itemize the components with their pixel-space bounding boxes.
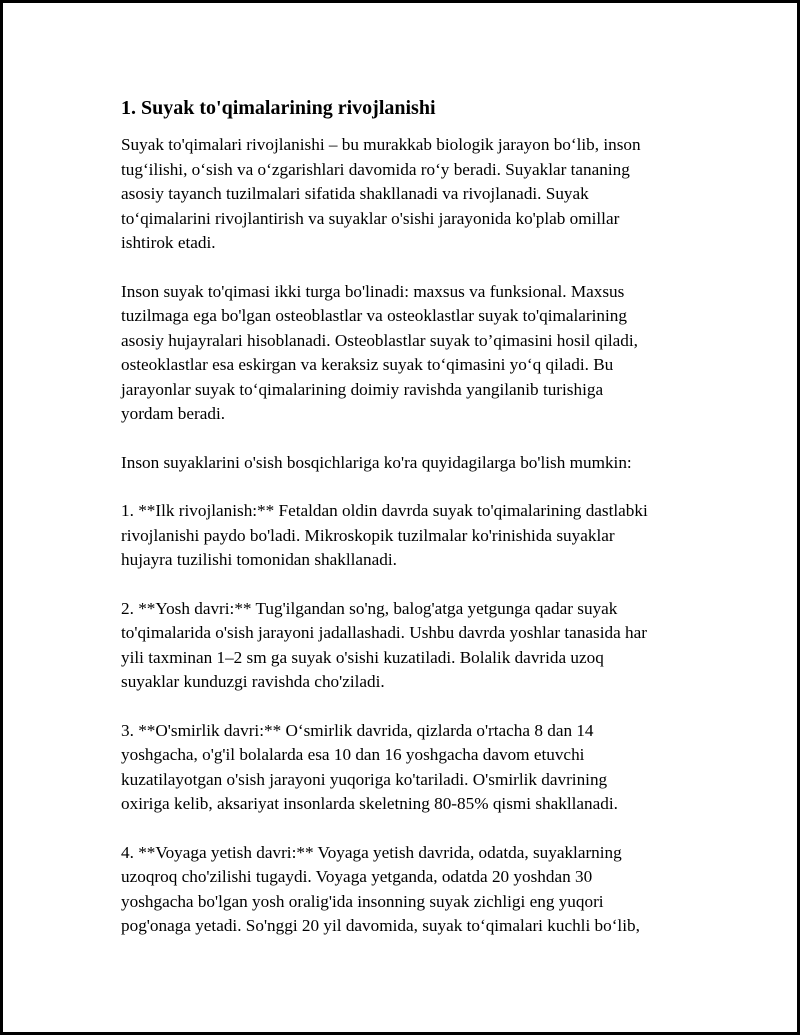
list-item-adolescence-period: 3. **O'smirlik davri:** O‘smirlik davrida, qizlarda o'rtacha 8 dan 14 yoshgacha, o'g'il bolalarda esa 10 dan 16 yoshgacha davom etuvchi kuzatilayotgan o'sish jarayoni yuqoriga ko'tariladi. O'smirlik davrining oxiriga kelib, aksariyat insonlarda skeletning 80-85% qismi shakllanadi. xyxy=(121,720,618,813)
list-item-adulthood-period: 4. **Voyaga yetish davri:** Voyaga yetish davrida, odatda, suyaklarning uzoqroq cho'zilishi tugaydi. Voyaga yetganda, odatda 20 yoshdan 30 yoshgacha bo'lgan yosh oralig'ida insonning suyak zichligi eng yuqori pog'onaga yetadi. So'nggi 20 yil davomida, suyak to‘qimalari kuchli bo‘lib, xyxy=(121,842,640,935)
list-item-youth-period: 2. **Yosh davri:** Tug'ilgandan so'ng, balog'atga yetgunga qadar suyak to'qimalarida o'sish jarayoni jadallashadi. Ushbu davrda yoshlar tanasida har yili taxminan 1–2 sm ga suyak o'sishi kuzatiladi. Bolalik davrida uzoq suyaklar kunduzgi ravishda cho'ziladi. xyxy=(121,598,647,691)
paragraph-growth-stages-intro: Inson suyaklarini o'sish bosqichlariga ko'ra quyidagilarga bo'lish mumkin: xyxy=(121,452,632,472)
paragraph-bone-tissue-types: Inson suyak to'qimasi ikki turga bo'linadi: maxsus va funksional. Maxsus tuzilmaga ega bo'lgan osteoblastlar va osteoklastlar suyak to'qimalarining asosiy hujayralari hisoblanadi. Osteoblastlar suyak to’qimasini hosil qiladi, osteoklastlar esa eskirgan va keraksiz suyak to‘qimasini yo‘q qiladi. Bu jarayonlar suyak to‘qimalarining doimiy ravishda yangilanib turishiga yordam beradi. xyxy=(121,281,638,423)
document-body xyxy=(121,95,711,963)
document-title: 1. Suyak to'qimalarining rivojlanishi xyxy=(121,97,436,119)
paragraph-intro: Suyak to'qimalari rivojlanishi – bu murakkab biologik jarayon bo‘lib, inson tug‘ilishi, o‘sish va o‘zgarishlari davomida ro‘y beradi. Suyaklar tananing asosiy tayanch tuzilmalari sifatida shakllanadi va rivojlanadi. Suyak to‘qimalarini rivojlantirish va suyaklar o'sishi jarayonida ko'plab omillar ishtirok etadi. xyxy=(121,135,641,252)
list-item-early-development: 1. **Ilk rivojlanish:** Fetaldan oldin davrda suyak to'qimalarining dastlabki rivojlanishi paydo bo'ladi. Mikroskopik tuzilmalar ko'rinishida suyaklar hujayra tuzilishi tomonidan shakllanadi. xyxy=(121,501,648,569)
